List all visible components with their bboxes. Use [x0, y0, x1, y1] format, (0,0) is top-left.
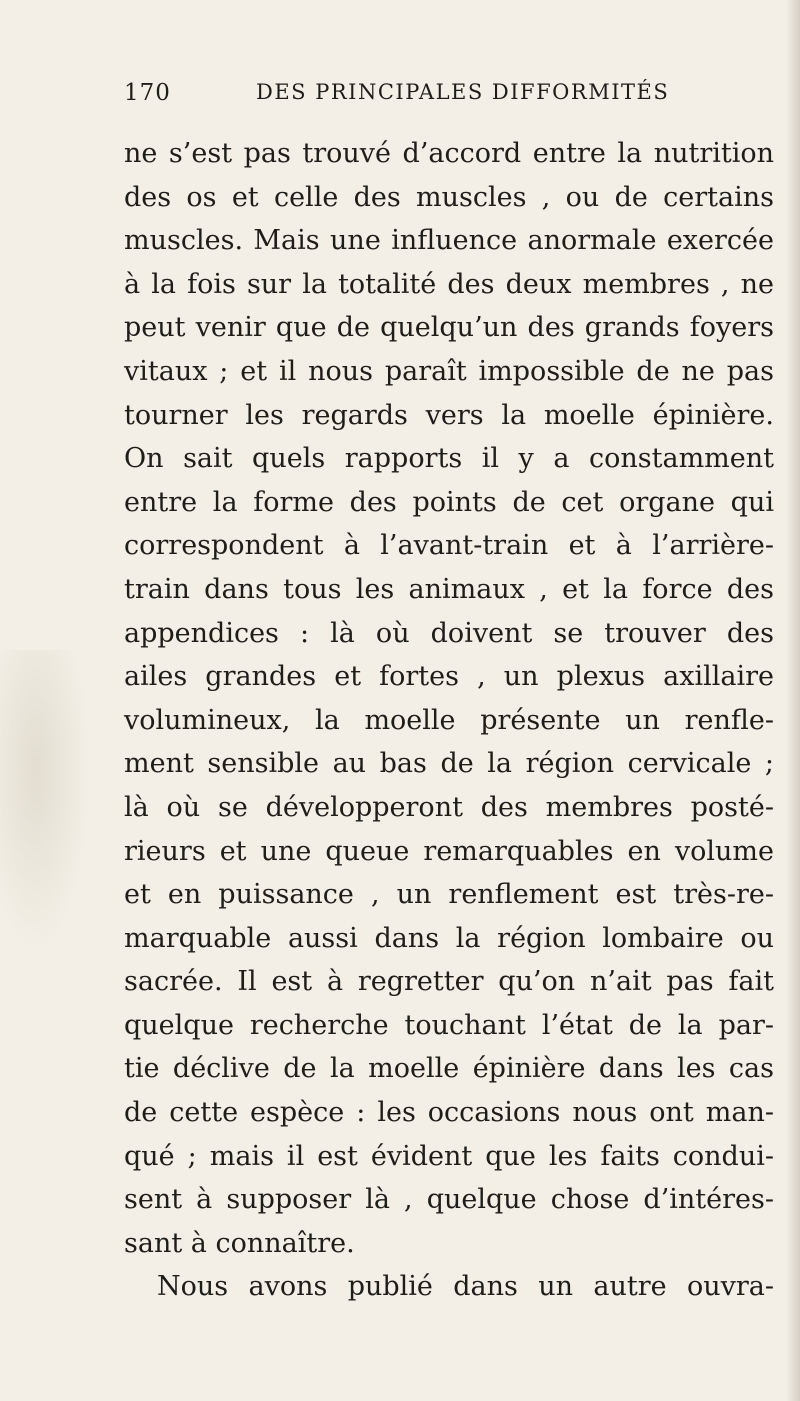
text-line: des os et celle des muscles , ou de certains: [124, 181, 774, 213]
text-line: ailes grandes et fortes , un plexus axillaire: [124, 661, 774, 693]
text-line: marquable aussi dans la région lombaire ou: [124, 922, 774, 954]
text-line: On sait quels rapports il y a constamment: [124, 443, 774, 475]
text-line: là où se développeront des membres posté-: [124, 791, 774, 823]
text-line: vitaux ; et il nous paraît impossible de ne pas: [124, 355, 774, 387]
text-line: rieurs et une queue remarquables en volume: [124, 835, 774, 867]
text-line: volumineux, la moelle présente un renfle-: [124, 704, 774, 736]
paragraph-end-line: sant à connaître.: [124, 1227, 355, 1259]
text-line: à la fois sur la totalité des deux membres , ne: [124, 268, 774, 300]
paragraph-start-line: Nous avons publié dans un autre ouvra-: [157, 1271, 774, 1303]
text-line: sacrée. Il est à regretter qu’on n’ait pas fait: [124, 966, 774, 998]
paper-stain: [0, 650, 90, 950]
text-line: ne s’est pas trouvé d’accord entre la nutrition: [124, 138, 774, 169]
text-line: tourner les regards vers la moelle épinière.: [124, 399, 774, 431]
running-head: DES PRINCIPALES DIFFORMITÉS: [256, 80, 670, 104]
text-line: qué ; mais il est évident que les faits condui-: [124, 1140, 774, 1172]
text-line: de cette espèce : les occasions nous ont man-: [124, 1097, 774, 1129]
text-line: correspondent à l’avant-train et à l’arrière-: [124, 530, 774, 562]
page-number: 170: [124, 80, 171, 106]
text-line: train dans tous les animaux , et la force des: [124, 573, 774, 605]
text-line: quelque recherche touchant l’état de la par-: [124, 1009, 774, 1041]
page-edge-shadow: [786, 0, 800, 1401]
text-line: tie déclive de la moelle épinière dans les cas: [124, 1053, 774, 1085]
text-line: ment sensible au bas de la région cervicale ;: [124, 748, 774, 780]
text-line: muscles. Mais une influence anormale exercée: [124, 225, 774, 257]
text-line: peut venir que de quelqu’un des grands foyers: [124, 312, 774, 344]
page-header: [124, 80, 684, 120]
text-line: et en puissance , un renflement est très-re-: [124, 879, 774, 911]
body-text: [124, 132, 774, 1309]
text-line: appendices : là où doivent se trouver des: [124, 617, 774, 649]
text-line: entre la forme des points de cet organe qui: [124, 486, 774, 518]
text-line: sent à supposer là , quelque chose d’intéres-: [124, 1184, 774, 1216]
